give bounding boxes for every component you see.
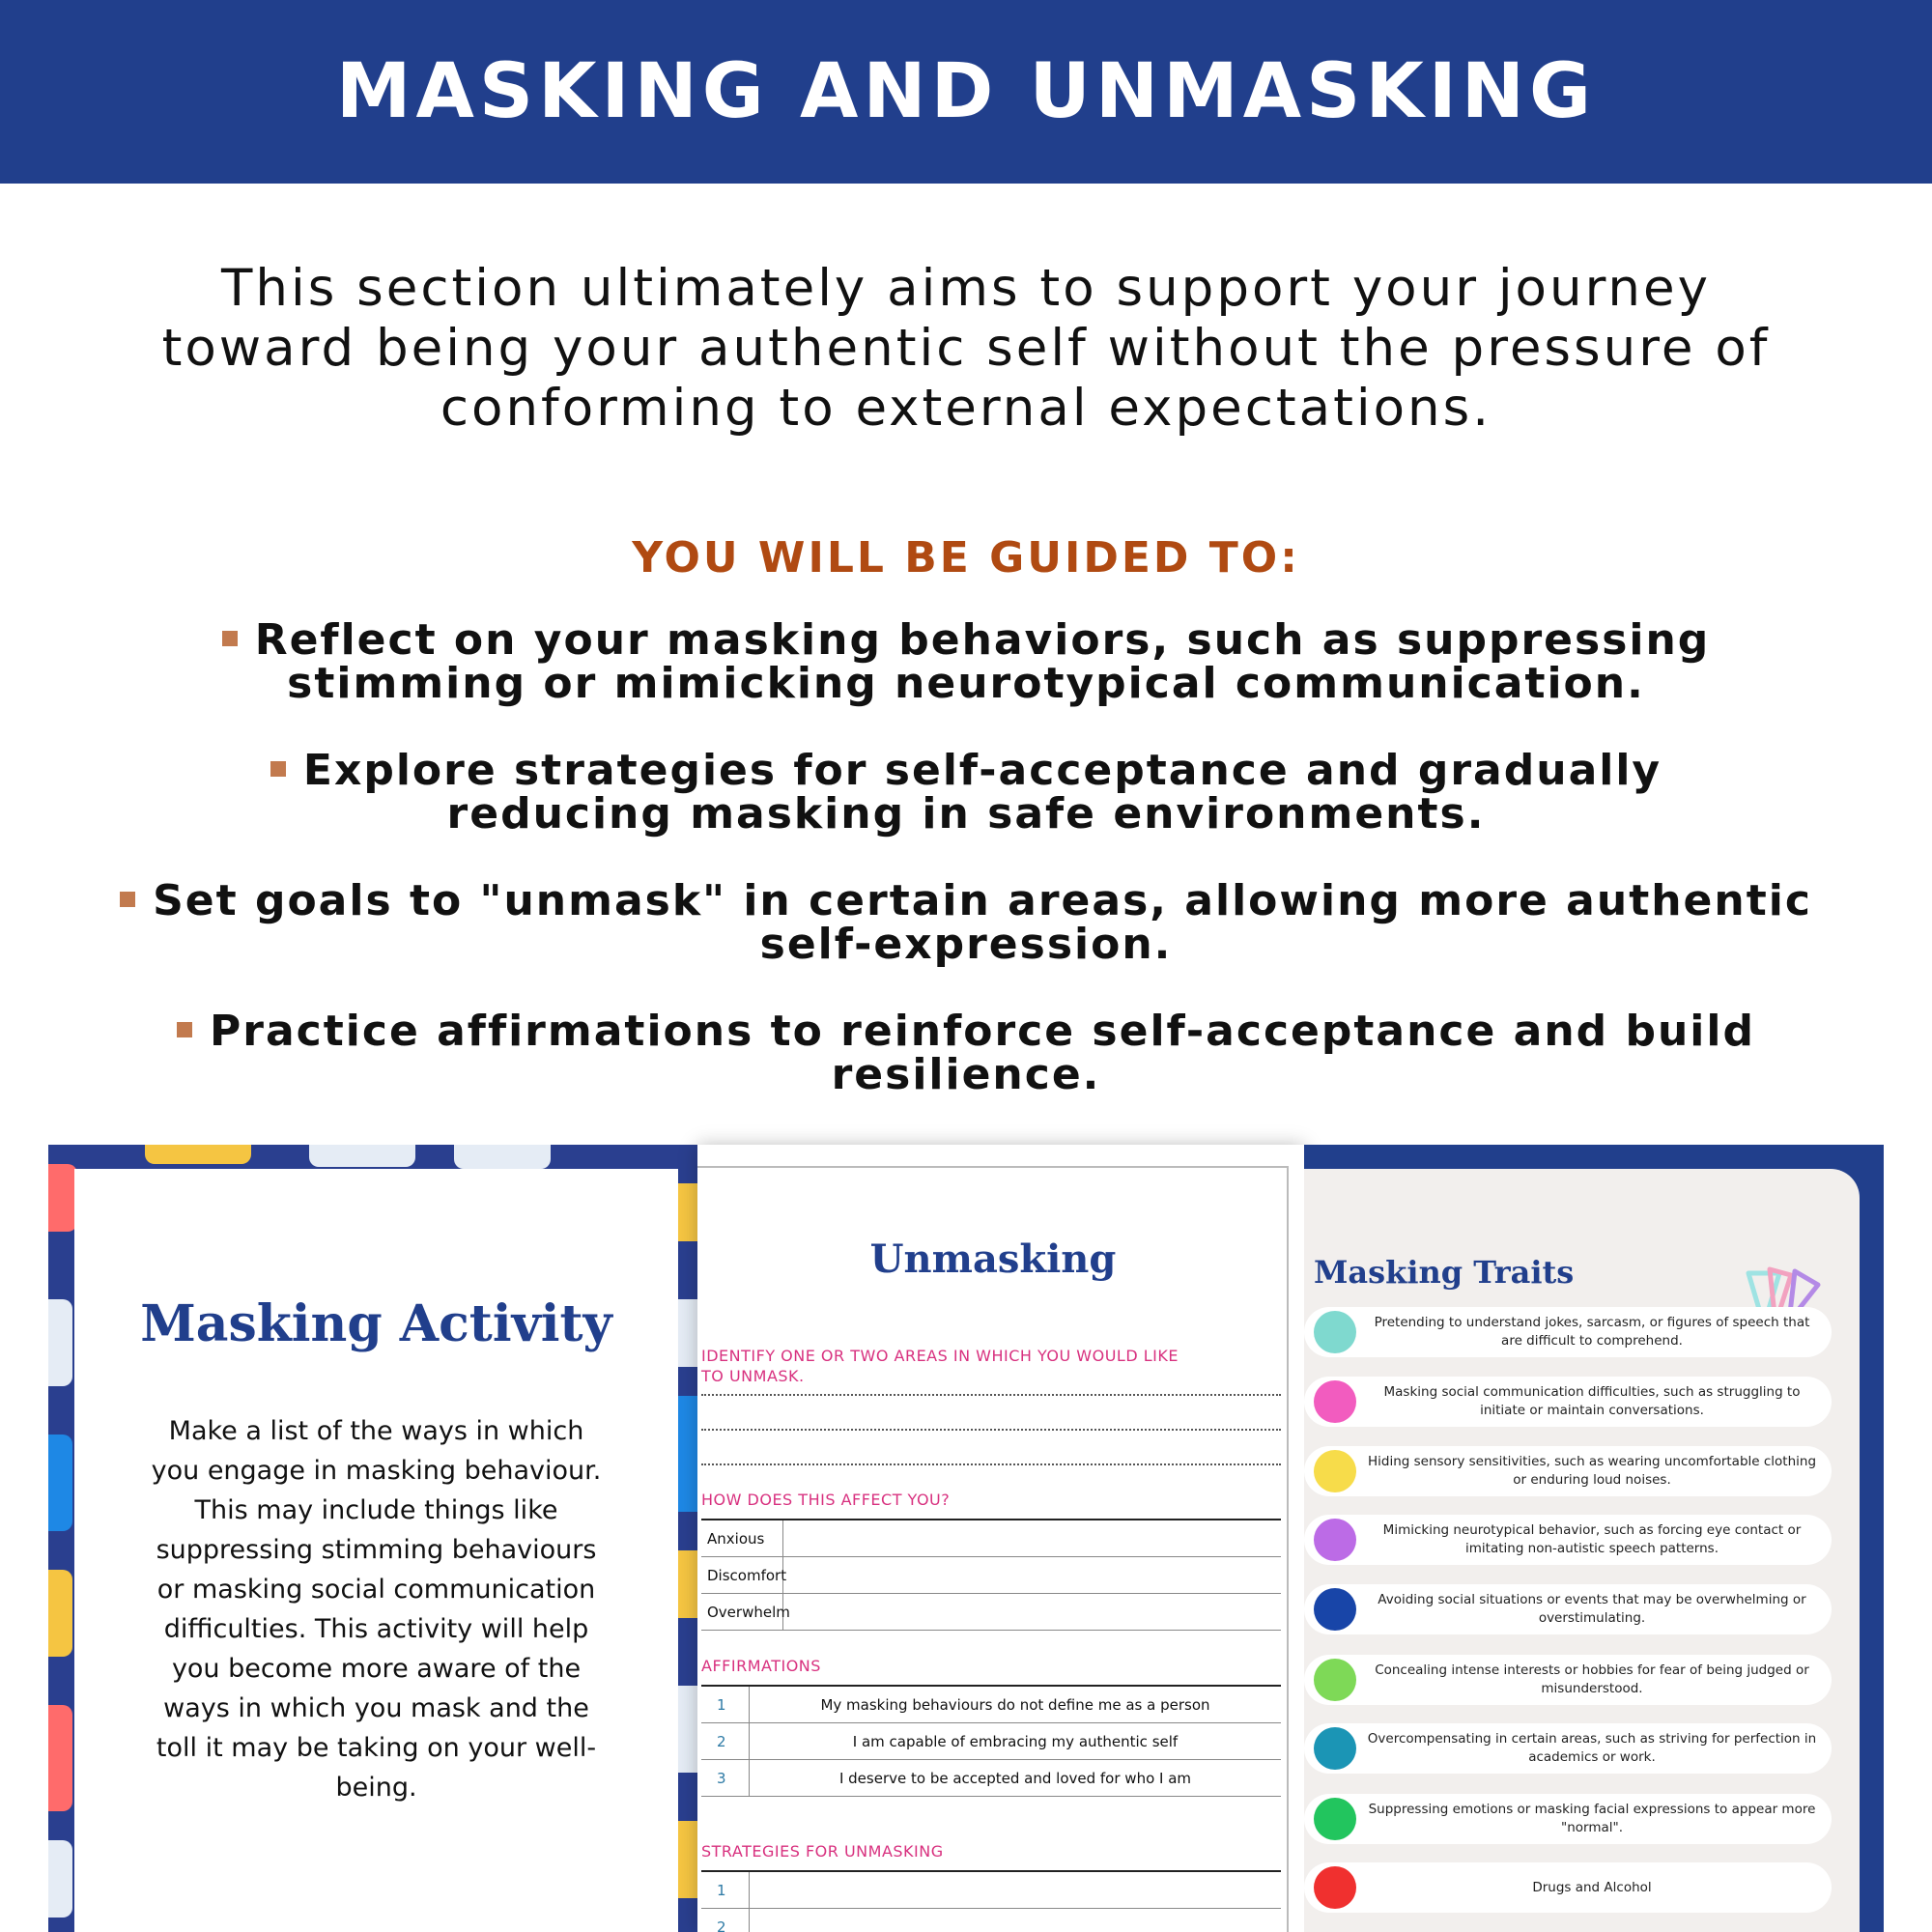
- masking-activity-title: Masking Activity: [140, 1294, 612, 1353]
- affect-question: HOW DOES THIS AFFECT YOU?: [701, 1491, 951, 1509]
- trait-text: Pretending to understand jokes, sarcasm, or figures of speech that are difficult to comprehend.: [1374, 1315, 1810, 1349]
- feeling-label: Overwhelm: [701, 1594, 783, 1630]
- guided-heading: [0, 533, 1932, 582]
- trait-text: Concealing intense interests or hobbies for fear of being judged or misunderstood.: [1375, 1662, 1809, 1696]
- bullet-square-icon: [120, 892, 135, 907]
- trait-text: Masking social communication difficulties, such as struggling to initiate or maintain conversations.: [1383, 1384, 1801, 1418]
- table-row: [701, 1872, 1281, 1909]
- intro-text: This section ultimately aims to support your journey toward being your authentic self without the pressure of conforming to external expectations.: [161, 259, 1771, 438]
- trait-color-dot-icon: [1314, 1380, 1356, 1423]
- table-row: [701, 1723, 1281, 1760]
- guided-list: [39, 615, 1893, 1140]
- table-row: [701, 1909, 1281, 1932]
- header-banner: [0, 0, 1932, 184]
- masking-traits-preview: [1304, 1145, 1884, 1932]
- affirmation-text: My masking behaviours do not define me as a person: [820, 1695, 1210, 1714]
- answer-line: [701, 1431, 1281, 1465]
- list-item: [39, 1007, 1893, 1099]
- masking-activity-body: Make a list of the ways in which you engage in masking behaviour. This may include things like suppressing stimming behaviours or masking social communication difficulties. This activity will help you become more aware of the ways in which you mask and the toll it may be taking on your well-being.: [151, 1416, 602, 1803]
- feeling-label: Anxious: [701, 1520, 783, 1556]
- unmask-areas-section: [701, 1346, 1281, 1465]
- bullet-line-2: self-expression.: [759, 920, 1173, 969]
- trait-color-dot-icon: [1314, 1311, 1356, 1353]
- trait-color-dot-icon: [1314, 1659, 1356, 1701]
- trait-color-dot-icon: [1314, 1866, 1356, 1909]
- list-item: [39, 876, 1893, 969]
- strategies-heading: STRATEGIES FOR UNMASKING: [701, 1842, 944, 1861]
- answer-line: [701, 1396, 1281, 1431]
- masking-activity-preview: [48, 1145, 703, 1932]
- row-number: 3: [701, 1760, 750, 1796]
- trait-item: [1304, 1862, 1832, 1913]
- trait-item: [1304, 1446, 1832, 1496]
- trait-item: [1304, 1723, 1832, 1774]
- affirmation-text: I deserve to be accepted and loved for who I am: [838, 1769, 1192, 1787]
- masking-traits-title: Masking Traits: [1314, 1254, 1575, 1291]
- unmask-areas-question: IDENTIFY ONE OR TWO AREAS IN WHICH YOU WOULD LIKE TO UNMASK.: [701, 1347, 1179, 1385]
- affirmations-heading: AFFIRMATIONS: [701, 1657, 821, 1675]
- trait-text: Drugs and Alcohol: [1532, 1879, 1652, 1895]
- guided-heading-text: YOU WILL BE GUIDED TO:: [632, 533, 1300, 582]
- unmasking-preview: [697, 1145, 1304, 1932]
- trait-text: Overcompensating in certain areas, such as striving for perfection in academics or work.: [1367, 1731, 1817, 1765]
- list-item: [39, 615, 1893, 708]
- trait-color-dot-icon: [1314, 1588, 1356, 1631]
- row-number: 1: [701, 1687, 750, 1722]
- trait-color-dot-icon: [1314, 1798, 1356, 1840]
- trait-item: [1304, 1377, 1832, 1427]
- bullet-line-1: Explore strategies for self-acceptance and gradually: [302, 746, 1662, 795]
- bullet-line-1: Reflect on your masking behaviors, such as suppressing: [254, 615, 1711, 665]
- masking-activity-page: [74, 1169, 678, 1932]
- table-row: [701, 1557, 1281, 1594]
- affirmations-section: [701, 1657, 1281, 1797]
- trait-item: [1304, 1655, 1832, 1705]
- row-number: 1: [701, 1872, 750, 1908]
- trait-text: Mimicking neurotypical behavior, such as forcing eye contact or imitating non-autistic speech patterns.: [1382, 1522, 1802, 1556]
- table-row: [701, 1594, 1281, 1631]
- page-title: MASKING AND UNMASKING: [335, 48, 1597, 135]
- trait-text: Avoiding social situations or events that may be overwhelming or overstimulating.: [1378, 1592, 1806, 1626]
- bullet-square-icon: [177, 1022, 192, 1037]
- bullet-line-1: Set goals to "unmask" in certain areas, allowing more authentic: [153, 876, 1812, 925]
- masking-traits-page: [1304, 1169, 1860, 1932]
- trait-item: [1304, 1584, 1832, 1634]
- bullet-square-icon: [222, 631, 238, 646]
- row-number: 2: [701, 1909, 750, 1932]
- affect-section: [701, 1491, 1281, 1631]
- strategies-section: [701, 1842, 1281, 1932]
- trait-color-dot-icon: [1314, 1519, 1356, 1561]
- list-item: [39, 746, 1893, 838]
- affirmation-text: I am capable of embracing my authentic self: [852, 1732, 1179, 1750]
- table-row: [701, 1760, 1281, 1797]
- feeling-label: Discomfort: [701, 1557, 783, 1593]
- table-row: [701, 1520, 1281, 1557]
- row-number: 2: [701, 1723, 750, 1759]
- trait-item: [1304, 1307, 1832, 1357]
- answer-line: [701, 1386, 1281, 1396]
- unmasking-title: Unmasking: [869, 1236, 1117, 1282]
- trait-item: [1304, 1794, 1832, 1844]
- trait-text: Suppressing emotions or masking facial expressions to appear more "normal".: [1368, 1802, 1816, 1835]
- bullet-line-1: Practice affirmations to reinforce self-acceptance and build resilience.: [210, 1007, 1755, 1099]
- bullet-line-2: reducing masking in safe environments.: [446, 789, 1486, 838]
- bullet-line-2: stimming or mimicking neurotypical communication.: [287, 659, 1645, 708]
- trait-color-dot-icon: [1314, 1727, 1356, 1770]
- trait-color-dot-icon: [1314, 1450, 1356, 1492]
- bullet-square-icon: [270, 761, 286, 777]
- table-row: [701, 1687, 1281, 1723]
- trait-text: Hiding sensory sensitivities, such as wearing uncomfortable clothing or enduring loud noises.: [1367, 1454, 1817, 1488]
- trait-item: [1304, 1515, 1832, 1565]
